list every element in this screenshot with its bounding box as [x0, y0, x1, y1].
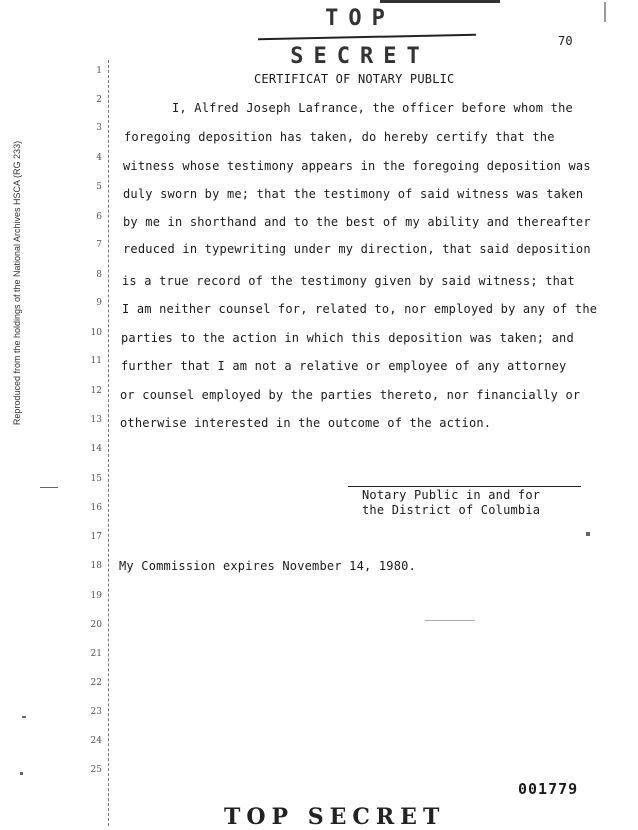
- line-number: 8: [96, 270, 102, 280]
- line-number: 4: [96, 153, 102, 163]
- body-line: parties to the action in which this deposition was taken; and: [121, 331, 574, 345]
- line-number: 11: [90, 356, 102, 366]
- scan-speck: [604, 2, 606, 22]
- line-number: 3: [96, 123, 102, 133]
- margin-rule: [108, 60, 109, 826]
- signature-title-line2: the District of Columbia: [362, 503, 541, 517]
- line-number: 9: [96, 298, 102, 308]
- line-number: 16: [90, 503, 102, 513]
- body-line: I, Alfred Joseph Lafrance, the officer before whom the: [172, 101, 573, 115]
- body-line: foregoing deposition has taken, do hereby certify that the: [124, 130, 555, 144]
- body-line: or counsel employed by the parties thereto, nor financially or: [120, 388, 581, 402]
- line-number: 19: [90, 591, 102, 601]
- signature-title-line1: Notary Public in and for: [362, 488, 541, 502]
- line-number: 6: [96, 212, 102, 222]
- body-line: further that I am not a relative or employee of any attorney: [121, 359, 567, 373]
- page-number: 70: [558, 34, 573, 48]
- scan-speck: [40, 487, 58, 488]
- line-number: 7: [96, 240, 102, 250]
- line-number: 24: [90, 736, 102, 746]
- body-line: witness whose testimony appears in the foregoing deposition was: [123, 159, 591, 173]
- scan-speck: [425, 620, 475, 621]
- line-number: 17: [90, 532, 102, 542]
- line-number: 10: [90, 328, 102, 338]
- scan-speck: [22, 716, 26, 718]
- body-line: I am neither counsel for, related to, nor employed by any of the: [122, 302, 598, 316]
- line-number: 15: [90, 474, 102, 484]
- body-line: by me in shorthand and to the best of my ability and thereafter: [123, 215, 591, 229]
- document-number: 001779: [518, 780, 579, 798]
- body-line: is a true record of the testimony given by said witness; that: [122, 274, 575, 288]
- certificate-title: CERTIFICAT OF NOTARY PUBLIC: [254, 72, 455, 86]
- body-line: duly sworn by me; that the testimony of said witness was taken: [123, 187, 584, 201]
- signature-line: [348, 486, 581, 487]
- line-number: 23: [90, 707, 102, 717]
- line-number: 5: [96, 182, 102, 192]
- commission-expiry: My Commission expires November 14, 1980.: [119, 559, 416, 573]
- line-number: 22: [90, 678, 102, 688]
- classification-marking-bottom: TOP SECRET: [224, 804, 446, 830]
- line-number: 14: [90, 444, 102, 454]
- archive-source-note: Reproduced from the holdings of the National Archives HSCA (RG 233): [12, 140, 22, 426]
- line-number: 12: [90, 386, 102, 396]
- line-number: 25: [90, 765, 102, 775]
- line-number: 2: [96, 95, 102, 105]
- scan-speck: [586, 532, 590, 536]
- line-number: 13: [90, 415, 102, 425]
- line-number: 20: [90, 620, 102, 630]
- line-number: 21: [90, 649, 102, 659]
- line-number: 1: [96, 66, 102, 76]
- line-number: 18: [90, 561, 102, 571]
- classification-marking-top: TOP SECRET: [290, 6, 430, 69]
- body-line: otherwise interested in the outcome of the action.: [120, 416, 492, 430]
- scan-speck: [20, 772, 23, 775]
- body-line: reduced in typewriting under my direction, that said deposition: [123, 242, 591, 256]
